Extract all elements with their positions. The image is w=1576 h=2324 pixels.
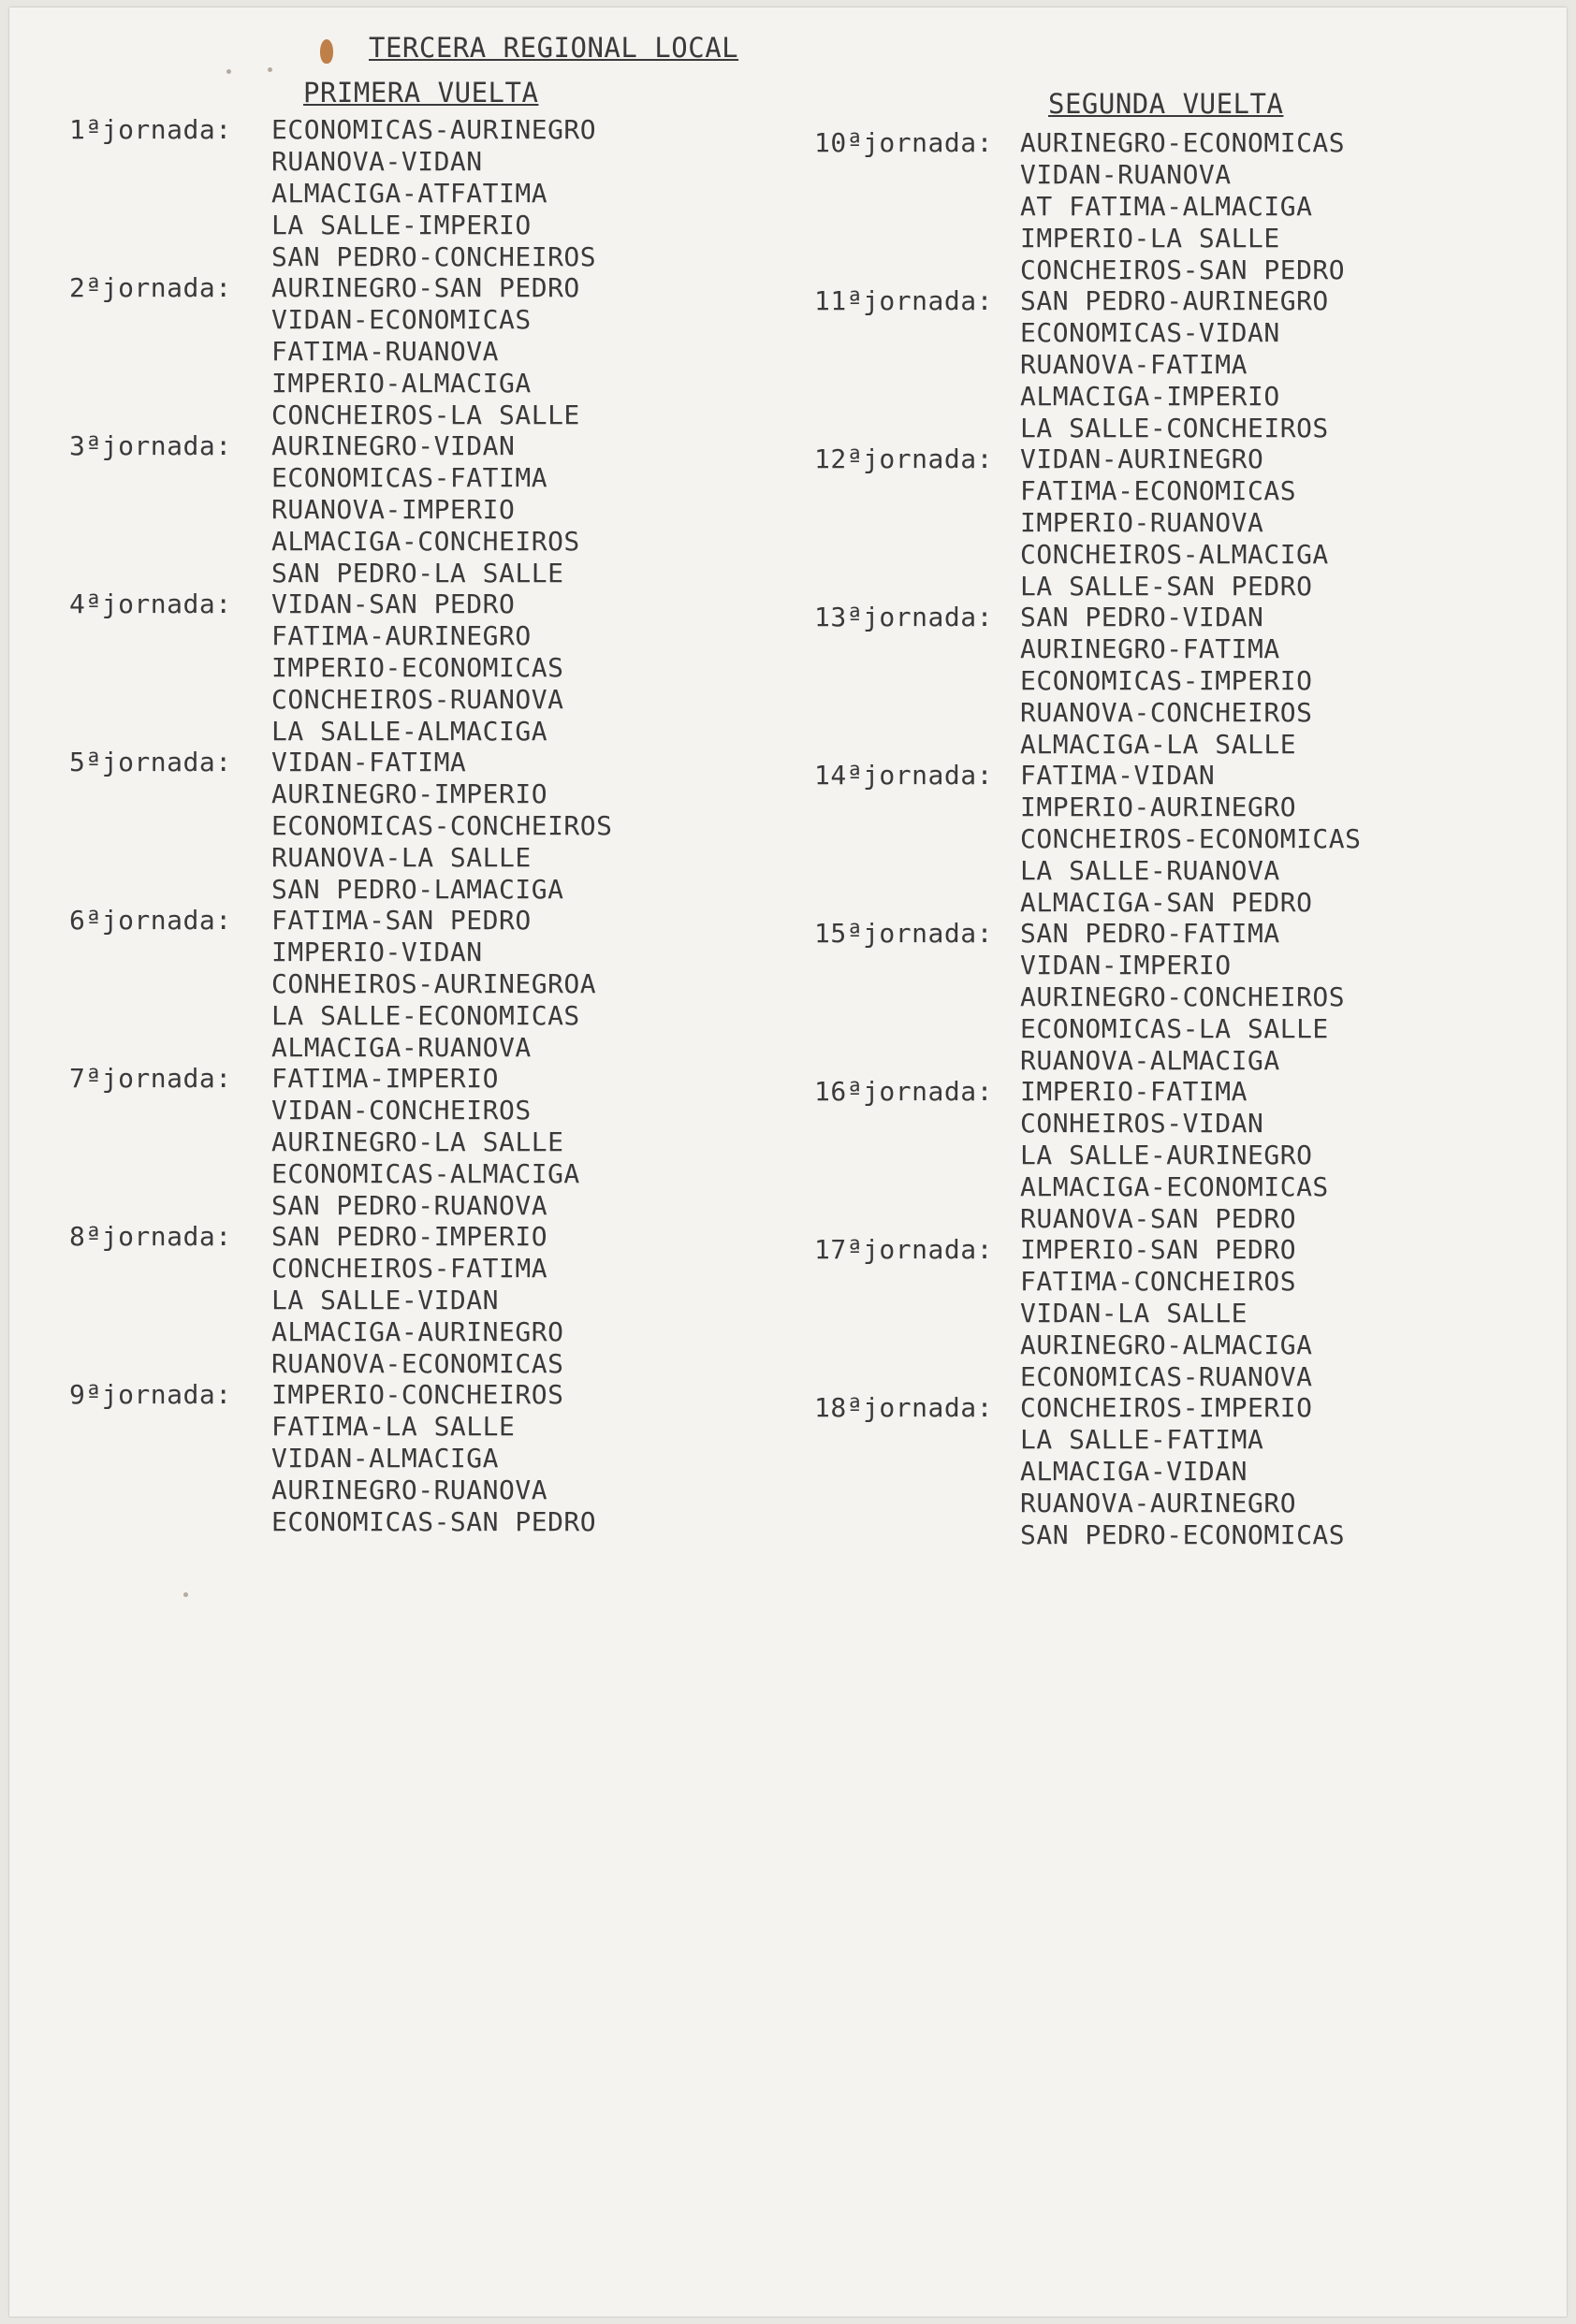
- match-list: [1020, 918, 1345, 1077]
- match-list: [1020, 602, 1312, 761]
- match: AURINEGRO-LA SALLE: [271, 1126, 564, 1157]
- match: VIDAN-RUANOVA: [1020, 159, 1232, 190]
- match: AURINEGRO-CONCHEIROS: [1020, 981, 1346, 1012]
- match: ALMACIGA-IMPERIO: [1020, 381, 1280, 412]
- match: VIDAN-IMPERIO: [1020, 950, 1232, 980]
- match: RUANOVA-LA SALLE: [271, 842, 532, 873]
- match: RUANOVA-FATIMA: [1020, 349, 1248, 380]
- document-page: [9, 7, 1567, 2317]
- match: FATIMA-SAN PEDRO: [271, 905, 532, 936]
- match: CONHEIROS-AURINEGROA: [271, 968, 597, 999]
- match: AURINEGRO-SAN PEDRO: [271, 272, 580, 303]
- match: LA SALLE-AURINEGRO: [1020, 1140, 1313, 1170]
- match: RUANOVA-CONCHEIROS: [1020, 697, 1313, 728]
- matchday: [9, 127, 1345, 286]
- match: LA SALLE-SAN PEDRO: [1020, 571, 1313, 602]
- match: ALMACIGA-RUANOVA: [271, 1032, 532, 1063]
- match: LA SALLE-FATIMA: [1020, 1424, 1264, 1455]
- matchday: [9, 1392, 1345, 1551]
- match: VIDAN-ECONOMICAS: [271, 304, 532, 335]
- match: VIDAN-FATIMA: [271, 747, 467, 777]
- match: CONCHEIROS-ALMACIGA: [1020, 539, 1329, 570]
- match: VIDAN-SAN PEDRO: [271, 588, 516, 619]
- match: RUANOVA-ALMACIGA: [1020, 1045, 1280, 1076]
- match-list: [1020, 1076, 1329, 1235]
- match: IMPERIO-FATIMA: [1020, 1076, 1248, 1107]
- match: ALMACIGA-VIDAN: [1020, 1456, 1248, 1487]
- match: FATIMA-AURINEGRO: [271, 620, 532, 651]
- match: SAN PEDRO-VIDAN: [1020, 602, 1264, 632]
- matchday-label: 11ªjornada:: [814, 285, 993, 316]
- match: IMPERIO-ALMACIGA: [271, 368, 532, 399]
- match: SAN PEDRO-ECONOMICAS: [1020, 1519, 1346, 1550]
- second-round-heading: SEGUNDA VUELTA: [1048, 88, 1284, 120]
- match: AT FATIMA-ALMACIGA: [1020, 191, 1313, 222]
- match: RUANOVA-ECONOMICAS: [271, 1348, 564, 1379]
- match-list: [1020, 1234, 1312, 1393]
- match: RUANOVA-SAN PEDRO: [1020, 1203, 1297, 1234]
- match: ECONOMICAS-SAN PEDRO: [271, 1506, 597, 1537]
- match: SAN PEDRO-LAMACIGA: [271, 874, 564, 905]
- match: ECONOMICAS-ALMACIGA: [271, 1158, 580, 1189]
- matchday: [9, 602, 1312, 761]
- match: IMPERIO-LA SALLE: [1020, 223, 1280, 254]
- match-list: [1020, 285, 1329, 444]
- match: ECONOMICAS-IMPERIO: [1020, 665, 1313, 696]
- matchday-label: 6ªjornada:: [69, 905, 232, 936]
- matchday: [9, 918, 1345, 1077]
- paper-speck: [268, 67, 272, 72]
- match: LA SALLE-IMPERIO: [271, 210, 532, 240]
- match: IMPERIO-ECONOMICAS: [271, 652, 564, 683]
- matchday-label: 8ªjornada:: [69, 1221, 232, 1252]
- match: ALMACIGA-CONCHEIROS: [271, 526, 580, 557]
- match: SAN PEDRO-IMPERIO: [271, 1221, 548, 1252]
- match: IMPERIO-SAN PEDRO: [1020, 1234, 1297, 1265]
- match: RUANOVA-IMPERIO: [271, 494, 516, 525]
- match: CONCHEIROS-FATIMA: [271, 1253, 548, 1284]
- match-list: [1020, 1392, 1345, 1551]
- match: VIDAN-LA SALLE: [1020, 1298, 1248, 1329]
- matchday-label: 14ªjornada:: [814, 760, 993, 791]
- match: ECONOMICAS-CONCHEIROS: [271, 810, 613, 841]
- match: RUANOVA-AURINEGRO: [1020, 1488, 1297, 1518]
- match: CONHEIROS-VIDAN: [1020, 1108, 1264, 1139]
- match: ALMACIGA-ECONOMICAS: [1020, 1171, 1329, 1202]
- match: ALMACIGA-ATFATIMA: [271, 178, 548, 209]
- match: RUANOVA-VIDAN: [271, 146, 483, 177]
- match: IMPERIO-CONCHEIROS: [271, 1379, 564, 1410]
- match: SAN PEDRO-LA SALLE: [271, 558, 564, 588]
- match: IMPERIO-RUANOVA: [1020, 507, 1264, 538]
- match: FATIMA-LA SALLE: [271, 1411, 516, 1442]
- first-round-heading: PRIMERA VUELTA: [303, 77, 539, 109]
- match: FATIMA-VIDAN: [1020, 760, 1216, 791]
- match: LA SALLE-CONCHEIROS: [1020, 413, 1329, 443]
- match: VIDAN-CONCHEIROS: [271, 1095, 532, 1126]
- match: AURINEGRO-VIDAN: [271, 430, 516, 461]
- match: IMPERIO-AURINEGRO: [1020, 792, 1297, 822]
- match: SAN PEDRO-RUANOVA: [271, 1190, 548, 1221]
- match: LA SALLE-VIDAN: [271, 1285, 500, 1315]
- match: AURINEGRO-ECONOMICAS: [1020, 127, 1346, 158]
- matchday: [9, 1234, 1312, 1393]
- match: VIDAN-AURINEGRO: [1020, 443, 1264, 474]
- match: LA SALLE-RUANOVA: [1020, 855, 1280, 886]
- matchday: [9, 1076, 1329, 1235]
- match: CONCHEIROS-SAN PEDRO: [1020, 254, 1346, 285]
- matchday-label: 7ªjornada:: [69, 1063, 232, 1094]
- matchday: [9, 443, 1329, 603]
- matchday-label: 15ªjornada:: [814, 918, 993, 949]
- match: FATIMA-ECONOMICAS: [1020, 475, 1297, 506]
- matchday-label: 1ªjornada:: [69, 114, 232, 145]
- matchday-label: 13ªjornada:: [814, 602, 993, 632]
- match: AURINEGRO-FATIMA: [1020, 633, 1280, 664]
- matchday-label: 10ªjornada:: [814, 127, 993, 158]
- match: FATIMA-CONCHEIROS: [1020, 1266, 1297, 1297]
- match: AURINEGRO-IMPERIO: [271, 778, 548, 809]
- match: VIDAN-ALMACIGA: [271, 1443, 500, 1474]
- matchday-label: 17ªjornada:: [814, 1234, 993, 1265]
- match: CONCHEIROS-IMPERIO: [1020, 1392, 1313, 1423]
- match: SAN PEDRO-AURINEGRO: [1020, 285, 1329, 316]
- match: AURINEGRO-RUANOVA: [271, 1474, 548, 1505]
- match: ECONOMICAS-VIDAN: [1020, 317, 1280, 348]
- match: ECONOMICAS-RUANOVA: [1020, 1361, 1313, 1392]
- match: ALMACIGA-LA SALLE: [1020, 729, 1297, 760]
- match: ALMACIGA-AURINEGRO: [271, 1316, 564, 1347]
- match: ECONOMICAS-LA SALLE: [1020, 1013, 1329, 1044]
- matchday-label: 2ªjornada:: [69, 272, 232, 303]
- match: ALMACIGA-SAN PEDRO: [1020, 887, 1313, 918]
- matchday-label: 3ªjornada:: [69, 430, 232, 461]
- match: SAN PEDRO-FATIMA: [1020, 918, 1280, 949]
- match-list: [1020, 127, 1345, 286]
- matchday-label: 18ªjornada:: [814, 1392, 993, 1423]
- matchday-label: 16ªjornada:: [814, 1076, 993, 1107]
- match: IMPERIO-VIDAN: [271, 937, 483, 967]
- match: ECONOMICAS-FATIMA: [271, 462, 548, 493]
- matchday-label: 4ªjornada:: [69, 588, 232, 619]
- matchday: [9, 285, 1329, 444]
- match: CONCHEIROS-RUANOVA: [271, 684, 564, 715]
- paper-speck: [183, 1592, 188, 1597]
- match-list: [1020, 443, 1329, 603]
- match: LA SALLE-ECONOMICAS: [271, 1000, 580, 1031]
- matchday-label: 12ªjornada:: [814, 443, 993, 474]
- matchday-label: 9ªjornada:: [69, 1379, 232, 1410]
- document-title: TERCERA REGIONAL LOCAL: [369, 32, 739, 64]
- match: AURINEGRO-ALMACIGA: [1020, 1329, 1313, 1360]
- match-list: [1020, 760, 1362, 919]
- match: FATIMA-RUANOVA: [271, 336, 500, 367]
- match: ECONOMICAS-AURINEGRO: [271, 114, 597, 145]
- matchday: [9, 760, 1362, 919]
- ink-stain: [320, 39, 333, 64]
- match: CONCHEIROS-ECONOMICAS: [1020, 823, 1362, 854]
- matchday-label: 5ªjornada:: [69, 747, 232, 777]
- match: LA SALLE-ALMACIGA: [271, 716, 548, 747]
- paper-speck: [226, 69, 231, 74]
- match: FATIMA-IMPERIO: [271, 1063, 500, 1094]
- match: CONCHEIROS-LA SALLE: [271, 399, 580, 430]
- match: SAN PEDRO-CONCHEIROS: [271, 241, 597, 272]
